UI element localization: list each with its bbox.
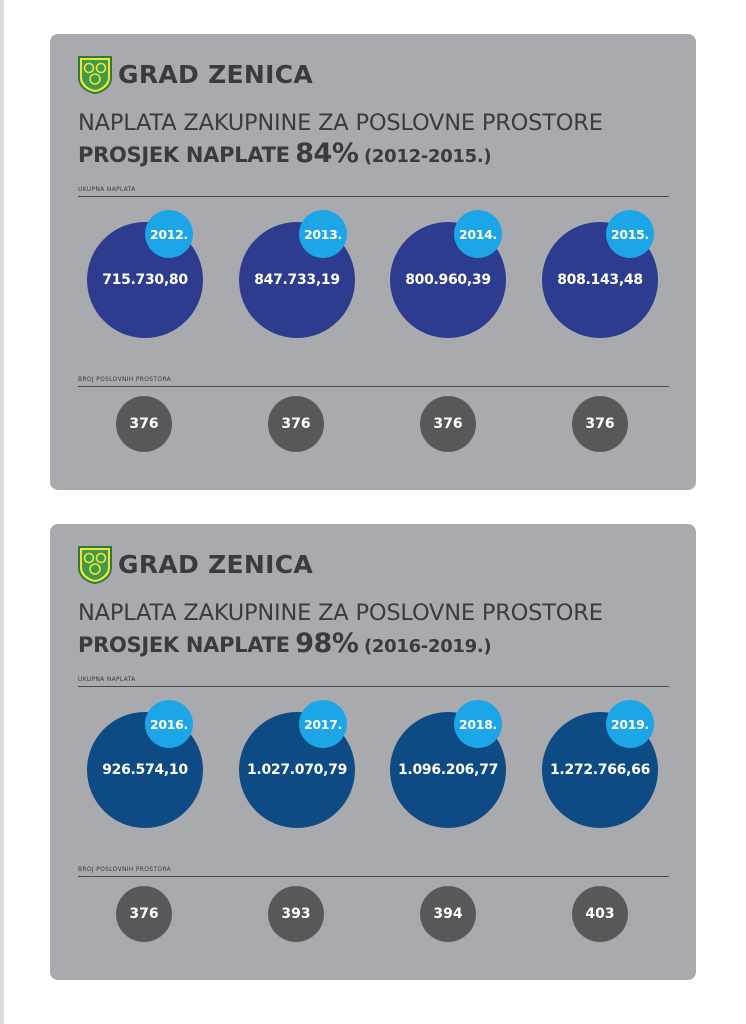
count-circle-2017 — [268, 886, 324, 942]
amount-value: 1.272.766,66 — [549, 762, 651, 778]
count-circle-2013 — [268, 396, 324, 452]
amount-value: 847.733,19 — [254, 272, 340, 288]
infographic-panel-2016-2019 — [50, 524, 696, 980]
business-premises-count-label: BROJ POSLOVNIH PROSTORA — [78, 866, 171, 873]
count-circle-2018 — [420, 886, 476, 942]
year-badge-2013 — [299, 210, 347, 258]
year-label: 2013. — [303, 226, 343, 242]
count-circle-2012 — [116, 396, 172, 452]
city-name: GRAD ZENICA — [118, 60, 313, 89]
year-label: 2017. — [303, 716, 343, 732]
divider — [78, 196, 669, 197]
divider — [78, 876, 669, 877]
subtitle-lead: PROSJEK NAPLATE — [78, 633, 290, 657]
year-badge-2019 — [606, 700, 654, 748]
year-label: 2019. — [610, 716, 650, 732]
year-label: 2015. — [610, 226, 650, 242]
year-label: 2018. — [458, 716, 498, 732]
amount-value: 808.143,48 — [557, 272, 643, 288]
average-collection-percent: 84% — [295, 138, 359, 169]
year-badge-2014 — [454, 210, 502, 258]
count-value: 376 — [585, 416, 615, 432]
year-badge-2015 — [606, 210, 654, 258]
city-name: GRAD ZENICA — [118, 550, 313, 579]
city-coat-of-arms-icon — [78, 546, 112, 584]
count-value: 394 — [433, 906, 463, 922]
city-coat-of-arms-icon — [78, 56, 112, 94]
amount-value: 1.027.070,79 — [246, 762, 348, 778]
total-collection-label: UKUPNA NAPLATA — [78, 186, 136, 193]
amount-value: 715.730,80 — [102, 272, 188, 288]
average-collection-percent: 98% — [295, 628, 359, 659]
infographic-subtitle — [78, 628, 491, 659]
divider — [78, 386, 669, 387]
year-range: (2012-2015.) — [363, 146, 492, 167]
infographic-subtitle — [78, 138, 491, 169]
year-badge-2017 — [299, 700, 347, 748]
year-badge-2012 — [145, 210, 193, 258]
count-circle-2015 — [572, 396, 628, 452]
year-badge-2018 — [454, 700, 502, 748]
count-value: 376 — [129, 906, 159, 922]
year-range: (2016-2019.) — [363, 636, 492, 657]
count-value: 393 — [281, 906, 311, 922]
amount-value: 1.096.206,77 — [397, 762, 499, 778]
count-circle-2016 — [116, 886, 172, 942]
year-label: 2014. — [458, 226, 498, 242]
subtitle-lead: PROSJEK NAPLATE — [78, 143, 290, 167]
divider — [78, 686, 669, 687]
count-circle-2014 — [420, 396, 476, 452]
count-value: 376 — [433, 416, 463, 432]
amount-value: 926.574,10 — [102, 762, 188, 778]
total-collection-label: UKUPNA NAPLATA — [78, 676, 136, 683]
infographic-title: NAPLATA ZAKUPNINE ZA POSLOVNE PROSTORE — [78, 600, 603, 626]
infographic-panel-2012-2015 — [50, 34, 696, 490]
year-label: 2016. — [149, 716, 189, 732]
count-value: 376 — [281, 416, 311, 432]
page-left-edge — [0, 0, 4, 1024]
count-circle-2019 — [572, 886, 628, 942]
year-badge-2016 — [145, 700, 193, 748]
year-label: 2012. — [149, 226, 189, 242]
business-premises-count-label: BROJ POSLOVNIH PROSTORA — [78, 376, 171, 383]
count-value: 376 — [129, 416, 159, 432]
amount-value: 800.960,39 — [405, 272, 491, 288]
count-value: 403 — [585, 906, 615, 922]
infographic-title: NAPLATA ZAKUPNINE ZA POSLOVNE PROSTORE — [78, 110, 603, 136]
